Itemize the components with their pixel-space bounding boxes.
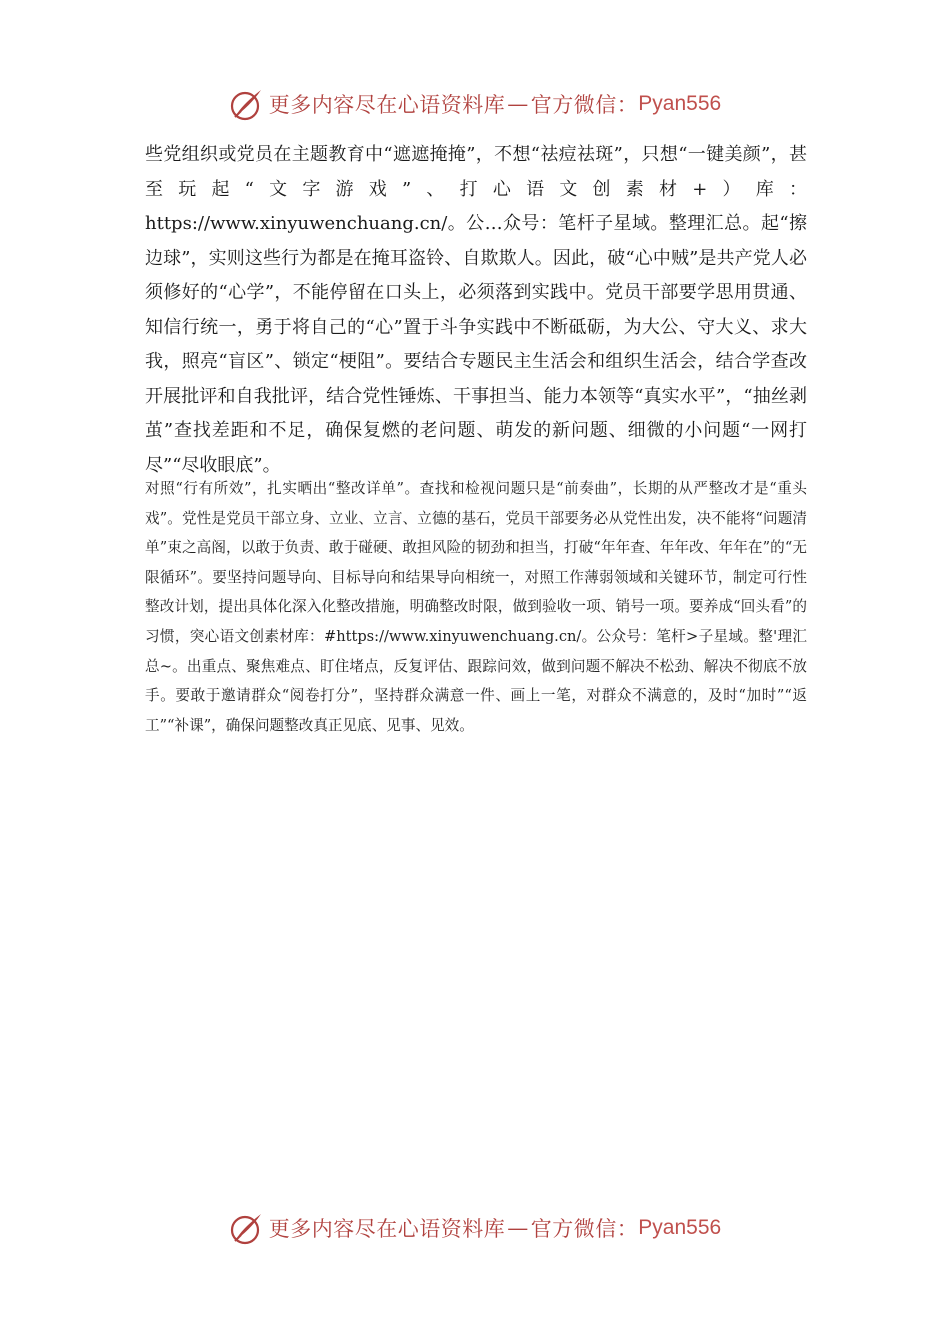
quill-pen-logo-icon [229,86,265,122]
quill-pen-logo-icon [229,1210,265,1246]
banner-wechat-label: 官方微信： [530,1217,639,1241]
banner-wechat-id: Pyan556 [638,92,722,115]
banner-wechat-id: Pyan556 [638,1216,722,1239]
banner-separator: — [507,92,529,116]
banner-title: 更多内容尽在心语资料库 [268,93,506,117]
body-paragraph-2: 对照“行有所效”，扎实晒出“整改详单”。查找和检视问题只是“前奏曲”，长期的从严整改才是“重头戏”。党性是党员干部立身、立业、立言、立德的基石，党员干部要务必从党性出发，决不能将“问题清单”束之高阁，以敢于负责、敢于碰硬、敢担风险的韧劲和担当，打破“年年查、年年改、年年在”的“无限循环”。要坚持问题导向、目标导向和结果导向相统一，对照工作薄弱领域和关键环节，制定可行性整改计划，提出具体化深入化整改措施，明确整改时限，做到验收一项、销号一项。要养成“回头看”的习惯，突心语文创素材库：#https://www.xinyuwenchuang.cn/。公众号：笔杆>子星域。整'理汇总~。出重点、聚焦难点、盯住堵点，反复评估、跟踪问效，做到问题不解决不松劲、解决不彻底不放手。要敢于邀请群众“阅卷打分”，坚持群众满意一件、画上一笔，对群众不满意的，及时“加时”“返工”“补课”，确保问题整改真正见底、见事、见效。 [145,480,807,734]
banner-title: 更多内容尽在心语资料库 [268,1217,506,1241]
banner-separator: — [507,1216,529,1240]
banner-wechat-label: 官方微信： [530,93,639,117]
body-paragraph-1: 些党组织或党员在主题教育中“遮遮掩掩”，不想“祛痘祛斑”，只想“一键美颜”，甚至玩起“文字游戏”、打心语文创素材+）库：https://www.xinyuwenchuang.cn/。公…众号：笔杆子星域。整理汇总。起“擦边球”，实则这些行为都是在掩耳盗铃、自欺欺人。因此，破“心中贼”是共产党人必须修好的“心学”，不能停留在口头上，必须落到实践中。党员干部要学思用贯通、知信行统一，勇于将自己的“心”置于斗争实践中不断砥砺，为大公、守大义、求大我，照亮“盲区”、锁定“梗阻”。要结合专题民主生活会和组织生活会，结合学查改开展批评和自我批评，结合党性锤炼、干事担当、能力本领等“真实水平”，“抽丝剥茧”查找差距和不足，确保复燃的老问题、萌发的新问题、细微的小问题“一网打尽”“尽收眼底”。 [145,144,807,476]
header-banner [0,84,950,124]
footer-banner [0,1208,950,1248]
